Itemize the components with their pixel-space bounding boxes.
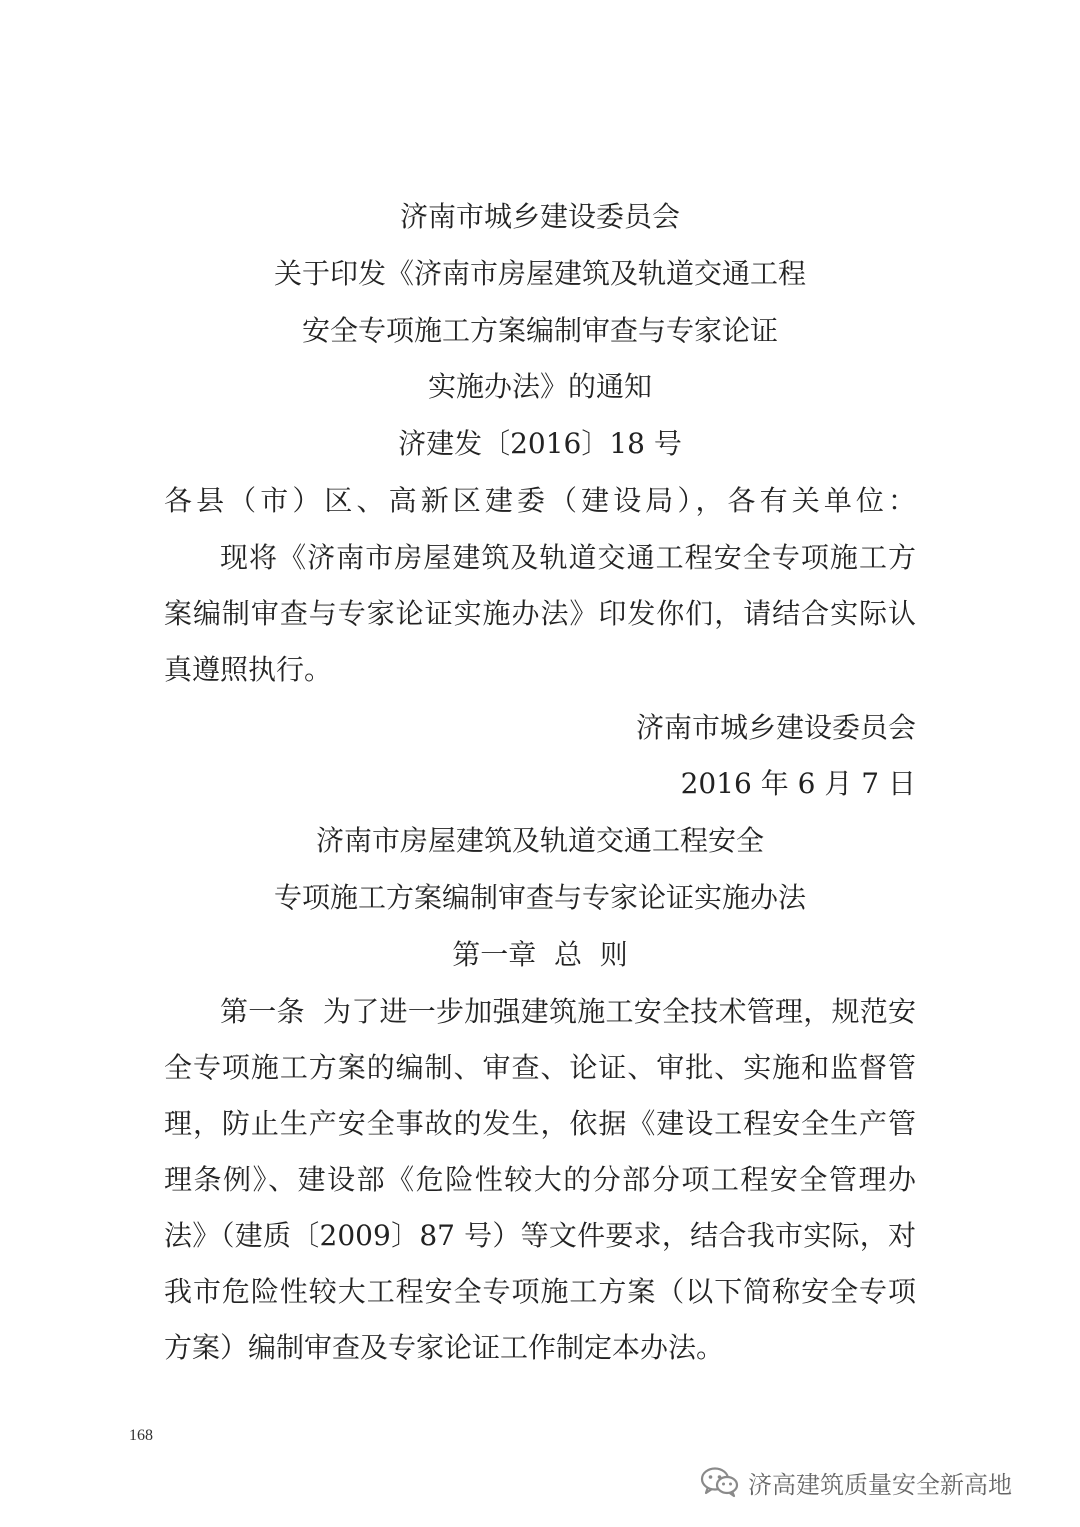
title-line-3: 实施办法》的通知 — [427, 370, 652, 403]
notice-paragraph — [164, 530, 916, 698]
article-line: 全专项施工方案的编制、审查、论证、审批、实施和监督管 — [164, 1051, 916, 1084]
attachment-title-line-1: 济南市房屋建筑及轨道交通工程安全 — [315, 824, 764, 857]
attachment-title-line-2: 专项施工方案编制审查与专家论证实施办法 — [273, 881, 806, 914]
document-number: 济建发〔2016〕18 号 — [398, 427, 682, 460]
signature-org: 济南市城乡建设委员会 — [635, 711, 916, 744]
chapter-heading: 第一章 总 则 — [452, 938, 628, 971]
title-line-1: 关于印发《济南市房屋建筑及轨道交通工程 — [273, 257, 806, 290]
article-line: 法》（建质〔2009〕87 号）等文件要求，结合我市实际，对 — [164, 1219, 916, 1252]
article-line: 第一条 为了进一步加强建筑施工安全技术管理，规范安 — [220, 995, 916, 1028]
page-number: 168 — [129, 1427, 153, 1444]
issuer-heading: 济南市城乡建设委员会 — [399, 200, 680, 233]
notice-line: 真遵照执行。 — [164, 653, 333, 686]
article-line: 理条例》、建设部《危险性较大的分部分项工程安全管理办 — [164, 1163, 916, 1196]
article-line: 方案）编制审查及专家论证工作制定本办法。 — [164, 1331, 725, 1364]
signature-date: 2016 年 6 月 7 日 — [680, 767, 916, 800]
article-line: 理，防止生产安全事故的发生，依据《建设工程安全生产管 — [164, 1107, 916, 1140]
watermark-text: 济高建筑质量安全新高地 — [748, 1470, 1012, 1499]
article-line: 我市危险性较大工程安全专项施工方案（以下简称安全专项 — [164, 1275, 916, 1308]
watermark — [700, 1460, 1012, 1504]
notice-line: 现将《济南市房屋建筑及轨道交通工程安全专项施工方 — [220, 541, 916, 574]
notice-line: 案编制审查与专家论证实施办法》印发你们，请结合实际认 — [164, 597, 916, 630]
wechat-icon — [700, 1466, 740, 1498]
addressee: 各县（市）区、高新区建委（建设局），各有关单位： — [164, 484, 916, 517]
article-1-paragraph — [164, 984, 916, 1376]
title-line-2: 安全专项施工方案编制审查与专家论证 — [301, 314, 778, 347]
